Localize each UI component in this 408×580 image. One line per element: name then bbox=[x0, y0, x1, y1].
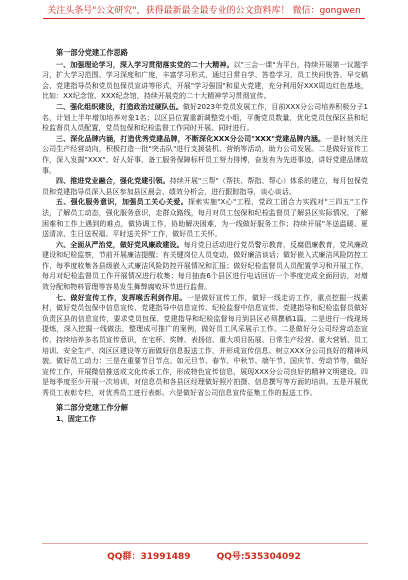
paragraph-3-lead: 三、深化品牌内涵，打造优秀党建品牌，不断深化XXX分公司"XXX"党建品牌内涵。 bbox=[56, 134, 326, 143]
paragraph-5 bbox=[42, 197, 368, 239]
banner-text: 关注头条号"公文研究"，获得最新最全最专业的公文资料库！ 微信：gongwen bbox=[43, 6, 364, 19]
paragraph-1 bbox=[42, 60, 368, 102]
paragraph-6 bbox=[42, 240, 368, 293]
paragraph-3-body: 一是时刻关注公司生产经营动向，积极打造一批"突击队"进行支援装机、营销等活动，助力公司发展。二是做好宣传工作，深入发掘"XXX"、好人好事、备工服务保障标杆员工努力排博，奋发有为先进事迹，讲好党建品牌故事。 bbox=[42, 134, 368, 175]
footer-divider bbox=[42, 543, 368, 544]
paragraph-3 bbox=[42, 134, 368, 176]
paragraph-4-lead: 四、推进党业融合，强化党建引领。 bbox=[56, 177, 170, 186]
footer-qq-group: QQ群：31991489 bbox=[107, 551, 191, 562]
paragraph-2-body: 做好2023年党员发展工作，目前XXX分公司培养积极分子1名，计划上半年增加培养对象1名；以区县位置重新调整党小组，平衡党员数量，优化党员包保区县和纪检监督员人员配置，党员包保和纪检监督工作同时开展、同时进行。 bbox=[42, 102, 369, 133]
paragraph-6-lead: 六、全面从严治党，做好党风廉政建设。 bbox=[56, 240, 184, 249]
paragraph-7 bbox=[42, 293, 368, 399]
paragraph-4-body: 持续开展"三帮"（帮扶、帮指、帮心）体系的建立，每月包保党员和党建指导员深入县区参加县区晨会、绩效分析会，进行跟踪指导，谈心谈话。 bbox=[42, 177, 368, 196]
paragraph-2 bbox=[42, 102, 368, 134]
paragraph-7-lead: 七、做好宣传工作，发挥喉舌利剑作用。 bbox=[56, 293, 187, 302]
paragraph-1-lead: 一、加强理论学习，深入学习贯彻落实党的二十大精神。 bbox=[56, 60, 234, 69]
paragraph-4 bbox=[42, 176, 368, 197]
footer-qq-number: QQ号:535304092 bbox=[216, 551, 301, 562]
part1-title: 第一部分党建工作思路 bbox=[56, 48, 128, 57]
paragraph-1-body: 以"三会一课"为平台，持续开展第一议题学习，扩大学习范围、学习深度和广度，丰富学习形式，通过日常自学、答卷学习、员工快问快答、早交稿会、党建指导员和党员包保员宣讲等形式，开展"学习强国"和星火党建，充分利用好XXX周边红色基地，比如：XX纪念馆、XXX纪念馆，持续开展党的二十大精神学习贯彻宣传。 bbox=[42, 60, 368, 101]
part2-title: 第二部分党建工作分解 bbox=[56, 402, 128, 412]
paragraph-5-body: 探索实施"X心"工程，党政工团合力实践对"三四五"工作法，了解员工动态，强化服务意识，走群众路线，每月对员工包保和纪检监督员了解县区实际情况，了解困难和工作上遇到的难点，做协调工作，协助解决困难，为一线做好服务工作；持续开展"冬送温暖、夏送清凉、生日送祝福、平时送关怀"工作，做好员工关怀。 bbox=[42, 198, 368, 239]
top-banner bbox=[0, 0, 408, 30]
footer bbox=[0, 548, 408, 562]
paragraph-5-lead: 五、强化服务意识，加强员工关心关爱。 bbox=[56, 198, 188, 207]
paragraph-6-body: 每月党日活动进行党员警示教育，反腐倡廉教育，党风廉政建设和纪检监察，节前开展廉洁提醒；有关键岗位人员变动，做好廉洁谈话；做好嵌入式廉洁风险防控工作，每季度收集各县级嵌入式廉洁风险防控开展情况和汇报；做好纪检监督员人员配置学习和开展工作，每月对纪检监督员工作开展情况进行收集；每月抽查6个县区进行电话回访一个季度完成全面回访，对增效分配和物料管理等容易发生舞弊腐败环节进行监督。 bbox=[42, 240, 368, 292]
document-body bbox=[42, 48, 368, 425]
paragraph-7-body: 一是做好宣传工作，做好一线走访工作，重点挖掘一线素材，做好党员包保中信息宣传、党建指导中信息宣传、纪检监督中信息宣传。党建指导和纪检监督员做好负责区县的信息宣传，要求党员包保、党建指导和纪检监督每月到县区必须撰稿1篇。二是进行一线现场提炼，深入挖掘一线做法，整理成可推广的案例，做好员工风采展示工作。二是做好分公司经营动态宣传，持续培养多名员宣传意识，在宅杯、奖牌、表扬信、重大项目拓展、日常生产经营、重大营销、员工培训、安全生产、岗区区建设等方面做好信息报送工作，并形成宣传信息。树立XXX分公司良好的精神风貌。做好员工动力：三是在重要节日节点、如元旦节、春节、中秋节、端午节、国庆节、劳动节等，做好宣传工作，开展微信推送或文化传承工作，形成特色宣传信息，展现XXX分公司良好的精神文明建设。四是每季度至少开展一次培训，对信息员和各县区经理做好照片拍摄、信息撰写等方面的培训。五是开展优秀员工表彰专栏，对优秀员工进行表彰。六是做好省公司信息宣传征集工作的报送工作。 bbox=[42, 293, 369, 397]
paragraph-2-lead: 二、强化组织建设，打造政治过硬队伍。 bbox=[56, 102, 183, 111]
section1-title: 1、固定工作 bbox=[56, 415, 96, 424]
